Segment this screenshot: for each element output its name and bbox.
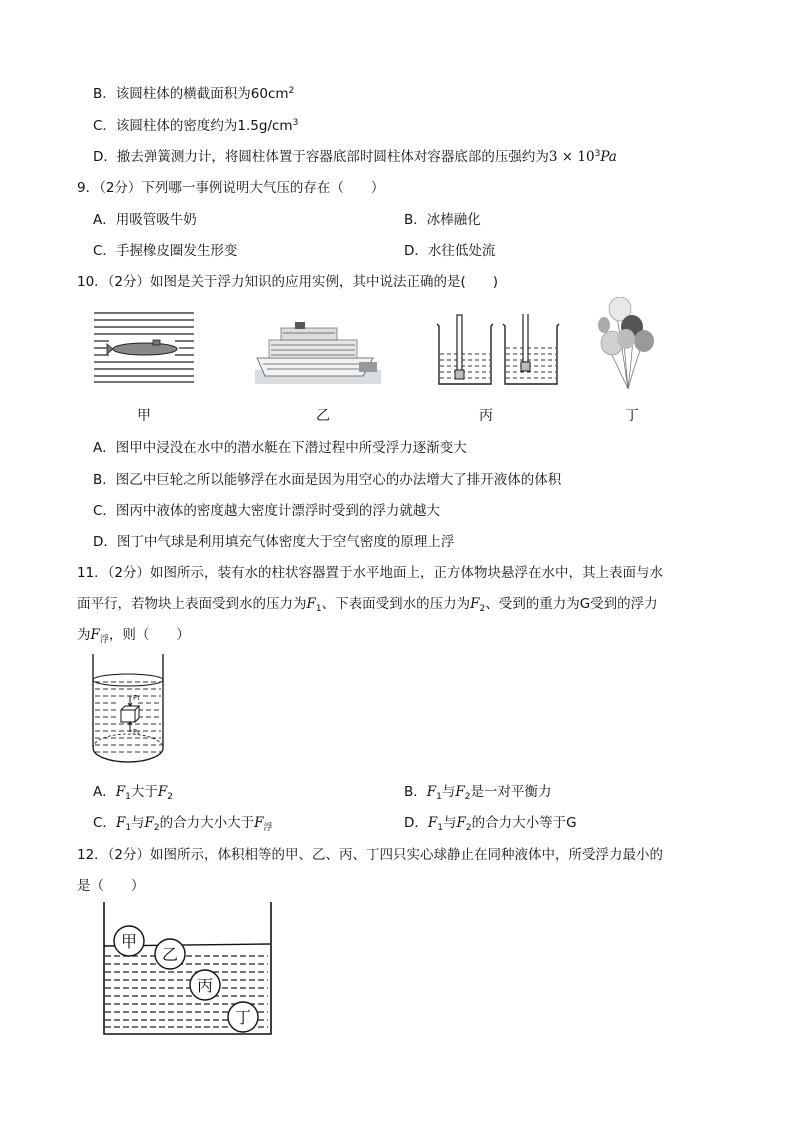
container-balls-figure bbox=[100, 900, 275, 1038]
caption-yi: 乙 bbox=[316, 408, 330, 424]
q9-option-a: A．用吸管吸牛奶 bbox=[93, 212, 197, 228]
q11-stem-line3: 为$F_浮$，则（ ） bbox=[77, 627, 190, 645]
cruise-ship-figure bbox=[255, 322, 381, 384]
q12-stem-line1: 12．（2分）如图所示，体积相等的甲、乙、丙、丁四只实心球静止在同种液体中，所受浮力最小的 bbox=[77, 847, 664, 863]
ball-ding-label: 丁 bbox=[234, 1008, 252, 1027]
caption-ding: 丁 bbox=[625, 408, 639, 424]
q10-option-c: C．图丙中液体的密度越大密度计漂浮时受到的浮力就越大 bbox=[93, 503, 440, 519]
ball-jia-label: 甲 bbox=[120, 932, 138, 951]
q11-stem-line1: 11．（2分）如图所示，装有水的柱状容器置于水平地面上，正方体物块悬浮在水中，其上表面与水 bbox=[77, 565, 664, 581]
hydrometer-figure bbox=[435, 314, 561, 386]
q9-option-c: C．手握橡皮圈发生形变 bbox=[93, 243, 238, 259]
balloons-figure bbox=[598, 297, 660, 393]
q11-option-d: D．$F_1$与$F_2$的合力大小等于G bbox=[404, 815, 577, 833]
submarine-figure bbox=[93, 309, 195, 385]
q9-stem: 9．（2分）下列哪一事例说明大气压的存在（ ） bbox=[77, 180, 385, 196]
q12-stem-line2: 是（ ） bbox=[77, 878, 145, 894]
ball-yi-label: 乙 bbox=[161, 945, 179, 964]
q11-option-c: C．$F_1$与$F_2$的合力大小大于$F_浮$ bbox=[93, 815, 273, 833]
q9-option-d: D．水往低处流 bbox=[404, 243, 496, 259]
q10-option-d: D．图丁中气球是利用填充气体密度大于空气密度的原理上浮 bbox=[93, 534, 455, 550]
q10-stem: 10．（2分）如图是关于浮力知识的应用实例，其中说法正确的是( ) bbox=[77, 274, 499, 290]
q10-option-a: A．图甲中浸没在水中的潜水艇在下潜过程中所受浮力逐渐变大 bbox=[93, 440, 467, 456]
ball-bing-label: 丙 bbox=[196, 976, 214, 995]
q8-option-c: C．该圆柱体的密度约为$1.5g/cm^3$ bbox=[93, 118, 299, 134]
q8-option-b: B．该圆柱体的横截面积为$60cm^2$ bbox=[93, 86, 295, 102]
caption-bing: 丙 bbox=[479, 408, 493, 424]
caption-jia: 甲 bbox=[137, 408, 151, 424]
q11-stem-line2: 面平行，若物块上表面受到水的压力为$F_1$、下表面受到水的压力为$F_2$、受到的重力为G受到的浮力 bbox=[77, 596, 658, 614]
q10-option-b: B．图乙中巨轮之所以能够浮在水面是因为用空心的办法增大了排开液体的体积 bbox=[93, 472, 562, 488]
label-f2: F₂ bbox=[133, 728, 140, 736]
q8-option-d: D．撤去弹簧测力计，将圆柱体置于容器底部时圆柱体对容器底部的压强约为$3 \times 10^3Pa$ bbox=[93, 149, 617, 165]
q11-option-a: A．$F_1$大于$F_2$ bbox=[93, 784, 173, 802]
q9-option-b: B．冰棒融化 bbox=[404, 212, 481, 228]
label-f1: F₁ bbox=[133, 694, 140, 702]
q11-option-b: B．$F_1$与$F_2$是一对平衡力 bbox=[404, 784, 552, 802]
cylinder-cube-figure bbox=[88, 652, 168, 766]
